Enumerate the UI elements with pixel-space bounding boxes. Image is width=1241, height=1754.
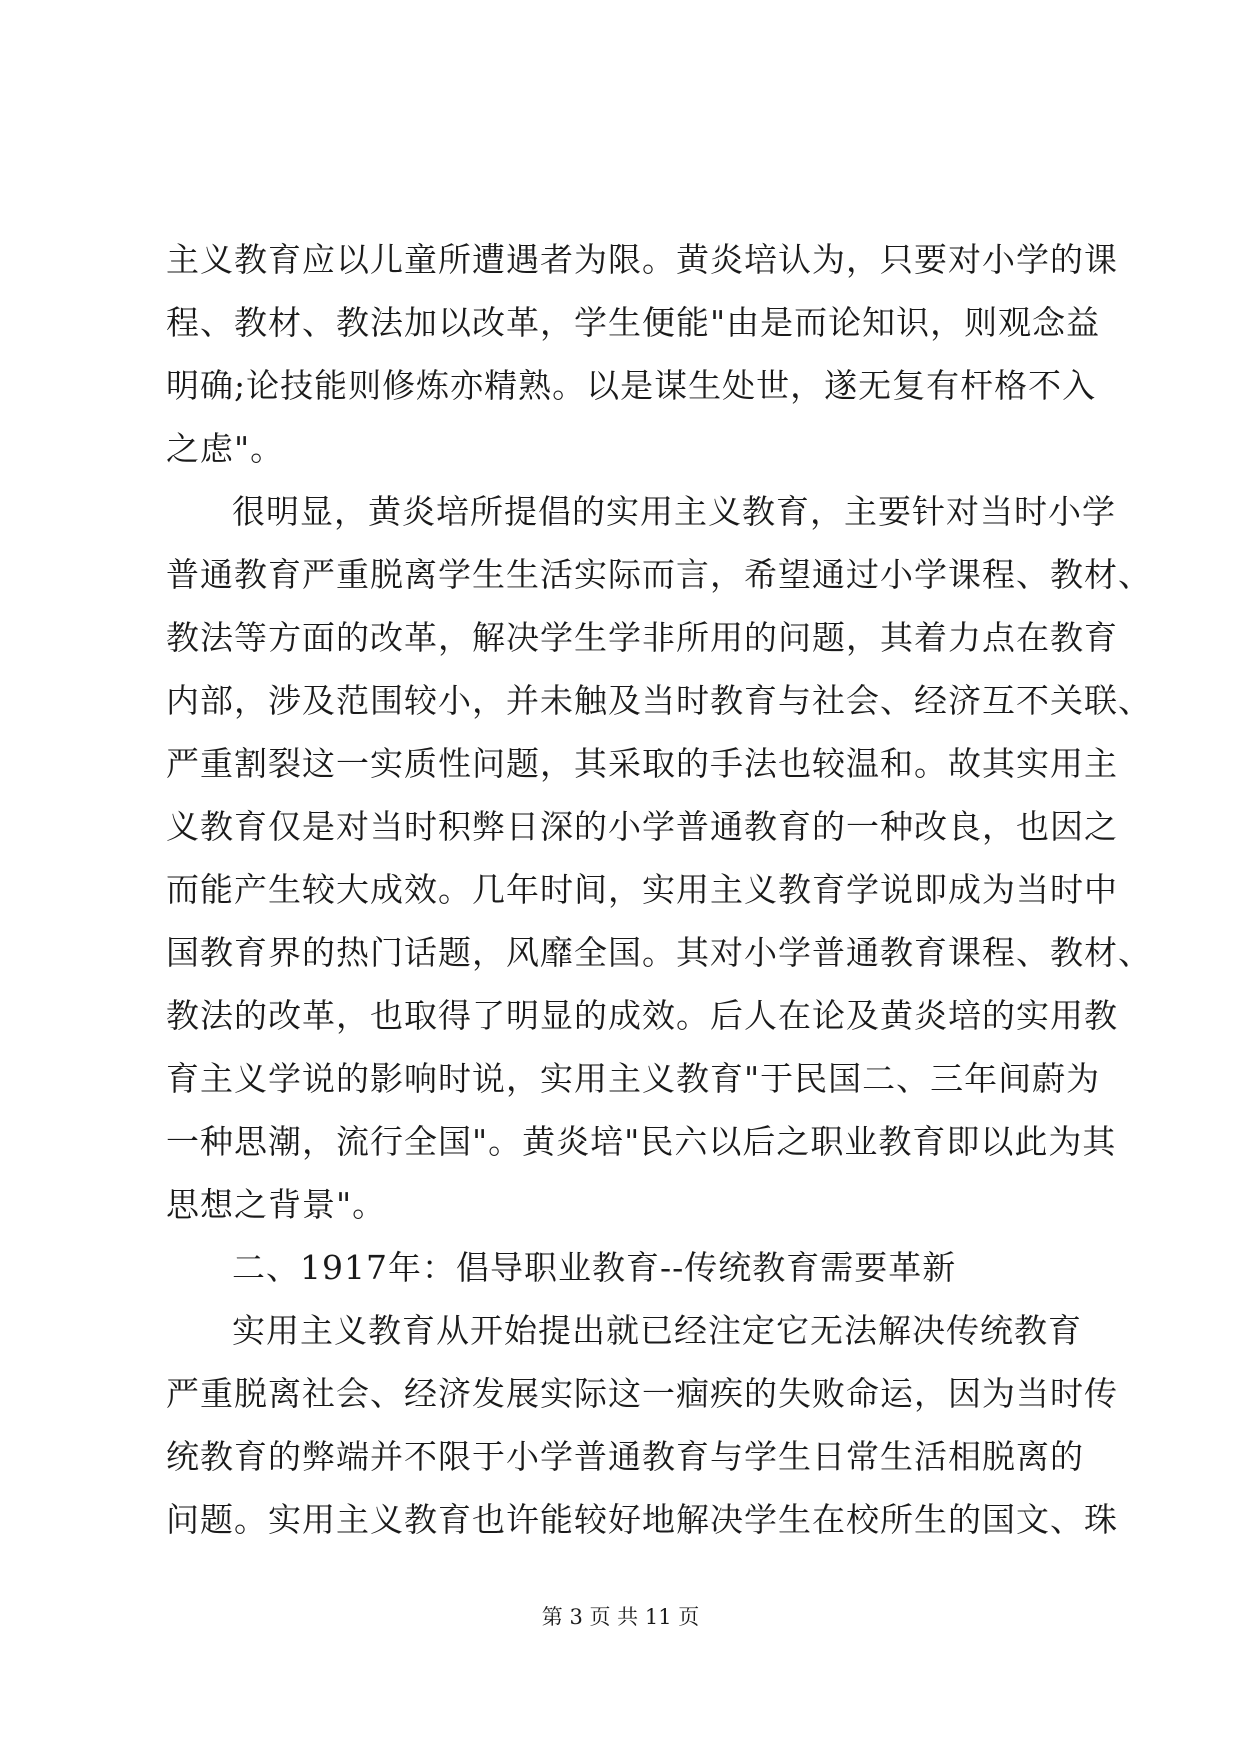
text-line: 普通教育严重脱离学生生活实际而言，希望通过小学课程、教材、 [166, 555, 1152, 594]
text-line: 严重脱离社会、经济发展实际这一痼疾的失败命运，因为当时传 [166, 1374, 1118, 1413]
document-body [166, 228, 1152, 1551]
text-line: 教法的改革，也取得了明显的成效。后人在论及黄炎培的实用教 [166, 996, 1118, 1035]
text-line: 而能产生较大成效。几年时间，实用主义教育学说即成为当时中 [166, 870, 1118, 909]
paragraph-2 [166, 480, 1152, 1236]
text-line: 内部，涉及范围较小，并未触及当时教育与社会、经济互不关联、 [166, 681, 1152, 720]
text-line: 之虑"。 [166, 429, 285, 468]
text-line: 很明显，黄炎培所提倡的实用主义教育，主要针对当时小学 [232, 492, 1116, 531]
page-number: 第 3 页 共 11 页 [541, 1605, 700, 1629]
text-line: 问题。实用主义教育也许能较好地解决学生在校所生的国文、珠 [166, 1500, 1118, 1539]
text-line: 明确;论技能则修炼亦精熟。以是谋生处世，遂无复有杆格不入 [166, 366, 1097, 405]
text-line: 教法等方面的改革，解决学生学非所用的问题，其着力点在教育 [166, 618, 1118, 657]
text-line: 育主义学说的影响时说，实用主义教育"于民国二、三年间蔚为 [166, 1059, 1101, 1098]
section-heading-text: 二、1917年：倡导职业教育--传统教育需要革新 [232, 1248, 957, 1287]
text-line: 程、教材、教法加以改革，学生便能"由是而论知识，则观念益 [166, 303, 1101, 342]
text-line: 一种思潮，流行全国"。黄炎培"民六以后之职业教育即以此为其 [166, 1122, 1117, 1161]
page-footer [0, 1602, 1241, 1632]
text-line: 思想之背景"。 [166, 1185, 387, 1224]
paragraph-1 [166, 228, 1118, 480]
text-line: 义教育仅是对当时积弊日深的小学普通教育的一种改良，也因之 [166, 807, 1118, 846]
section-heading [166, 1236, 1076, 1299]
text-line: 统教育的弊端并不限于小学普通教育与学生日常生活相脱离的 [166, 1437, 1084, 1476]
text-line: 国教育界的热门话题，风靡全国。其对小学普通教育课程、教材、 [166, 933, 1152, 972]
text-line: 主义教育应以儿童所遭遇者为限。黄炎培认为，只要对小学的课 [166, 240, 1118, 279]
paragraph-3 [166, 1299, 1118, 1551]
text-line: 实用主义教育从开始提出就已经注定它无法解决传统教育 [232, 1311, 1082, 1350]
text-line: 严重割裂这一实质性问题，其采取的手法也较温和。故其实用主 [166, 744, 1118, 783]
